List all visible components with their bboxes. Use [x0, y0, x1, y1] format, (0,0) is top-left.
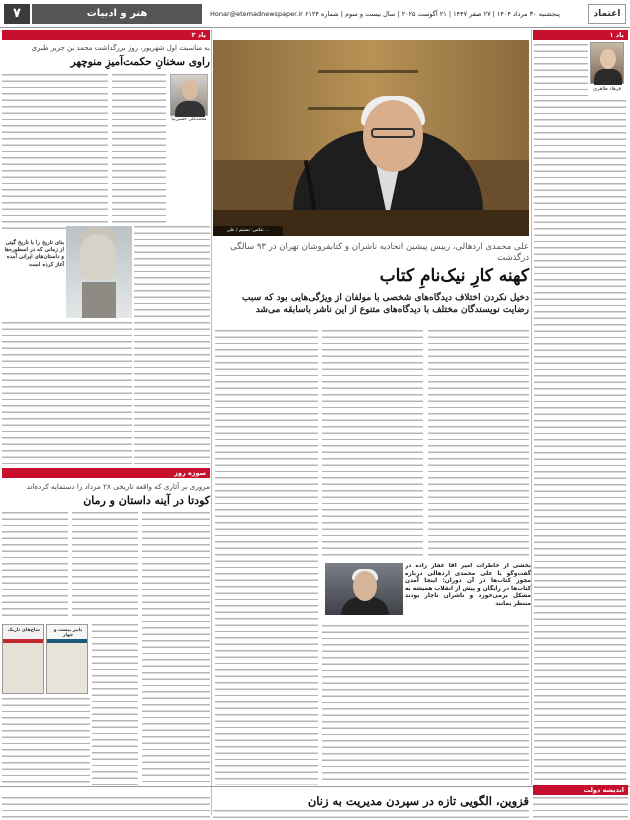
author-name: محمدعلی حسین‌نیا [171, 117, 207, 122]
left-pull-quote: بنای تاریخ را با تاریخ گیتی از زمانی که در اسطوره‌ها و داستان‌های ایرانی آمده آغاز کرده است [4, 240, 64, 268]
issue-info [210, 6, 570, 22]
issue-line: پنجشنبه ۳۰ مرداد ۱۴۰۴ | ۲۷ صفر ۱۴۴۷ | ۲۱ آگوست ۲۰۲۵ | سال بیست و سوم | شماره ۶۱۲۴ [304, 10, 560, 18]
book-cover [46, 624, 88, 694]
left-mid-section-bar: سوژه روز [2, 468, 210, 478]
page-number: ۷ [4, 4, 30, 24]
left-body-text [134, 226, 210, 464]
main-deck: دخیل نکردن اختلاف دیدگاه‌های شخصی با مولفان از ویژگی‌هایی بود که سبب رضایت نویسندگان مختلف با دیدگاه‌های متنوع از این ناشر باسابقه می‌شد [242, 293, 529, 315]
bottom-headline: قزوین، الگویی تازه در سپردن مدیریت به زنان [307, 794, 529, 808]
main-headline: کهنه کارِ نیک‌نامِ کتاب [379, 266, 529, 286]
left-mid-body-text [72, 512, 138, 620]
book-title: پاییز بیست و چهار [53, 628, 83, 638]
main-body-text [322, 625, 529, 785]
main-body-text [322, 330, 423, 560]
section-title: هنر و ادبیات [32, 4, 202, 24]
column-divider [211, 30, 212, 815]
main-body-text [428, 330, 529, 560]
newspaper-logo: اعتماد [588, 4, 626, 24]
book-title: شاخ‌های تاریک [7, 628, 41, 633]
column-divider [531, 30, 532, 785]
author-portrait [170, 74, 208, 116]
left-mid-body-text [142, 512, 210, 785]
left-body-text [112, 74, 166, 224]
left-body-text [2, 74, 108, 234]
bottom-body-text [213, 810, 529, 820]
statue-photo [66, 226, 132, 318]
right-section-bar: یاد ۱ [533, 30, 628, 40]
pull-quote: بخشی از خاطرات امیر آقا غفار زاده در گفت‌وگو با علی محمدی اردهالی درباره مجوز کتاب‌ها در آن دوران: اینجا آمدن کتاب‌ها در رایگان و پیش از انقلاب همیشه به مشکل برمی‌خورد و ناشران ناچار بودند منتظر بمانند [405, 563, 531, 607]
left-mid-body-text [2, 512, 68, 620]
main-kicker: علی محمدی اردهالی، رییس پیشین اتحادیه ناشران و کتابفروشان تهران در ۹۳ سالگی درگذشت [230, 242, 529, 263]
left-mid-body-text [92, 624, 138, 785]
book-covers [2, 624, 90, 694]
left-kicker: به مناسبت اول شهریور، روز بزرگداشت محمد بن جریر طبری [31, 44, 210, 52]
inline-photo [325, 563, 403, 615]
left-section-bar: یاد ۲ [2, 30, 210, 40]
photo-caption: عکس: تسنیم / علی ... [213, 226, 283, 236]
right-column-text [534, 100, 626, 783]
left-headline: راوی سخنانِ حکمت‌آمیزِ منوچهر [70, 56, 210, 68]
left-body-text [2, 322, 132, 464]
bottom-body-text [2, 797, 210, 819]
website: Honar@etemadnewspaper.ir [210, 10, 303, 18]
right-column-text [534, 44, 588, 96]
author-name: فرهاد طاهری [593, 86, 621, 92]
bottom-body-text [533, 797, 628, 819]
left-mid-headline: کودتا در آینه داستان و رمان [83, 494, 210, 507]
left-mid-body-text [2, 698, 90, 785]
left-mid-kicker: مروری بر آثاری که واقعه تاریخی ۲۸ مرداد را دستمایه کرده‌اند [26, 482, 210, 491]
author-portrait [590, 42, 624, 84]
main-photo [213, 40, 529, 236]
bottom-section-bar: اندیشه دولت [533, 785, 628, 795]
main-body-text [215, 330, 318, 785]
book-cover [2, 624, 44, 694]
